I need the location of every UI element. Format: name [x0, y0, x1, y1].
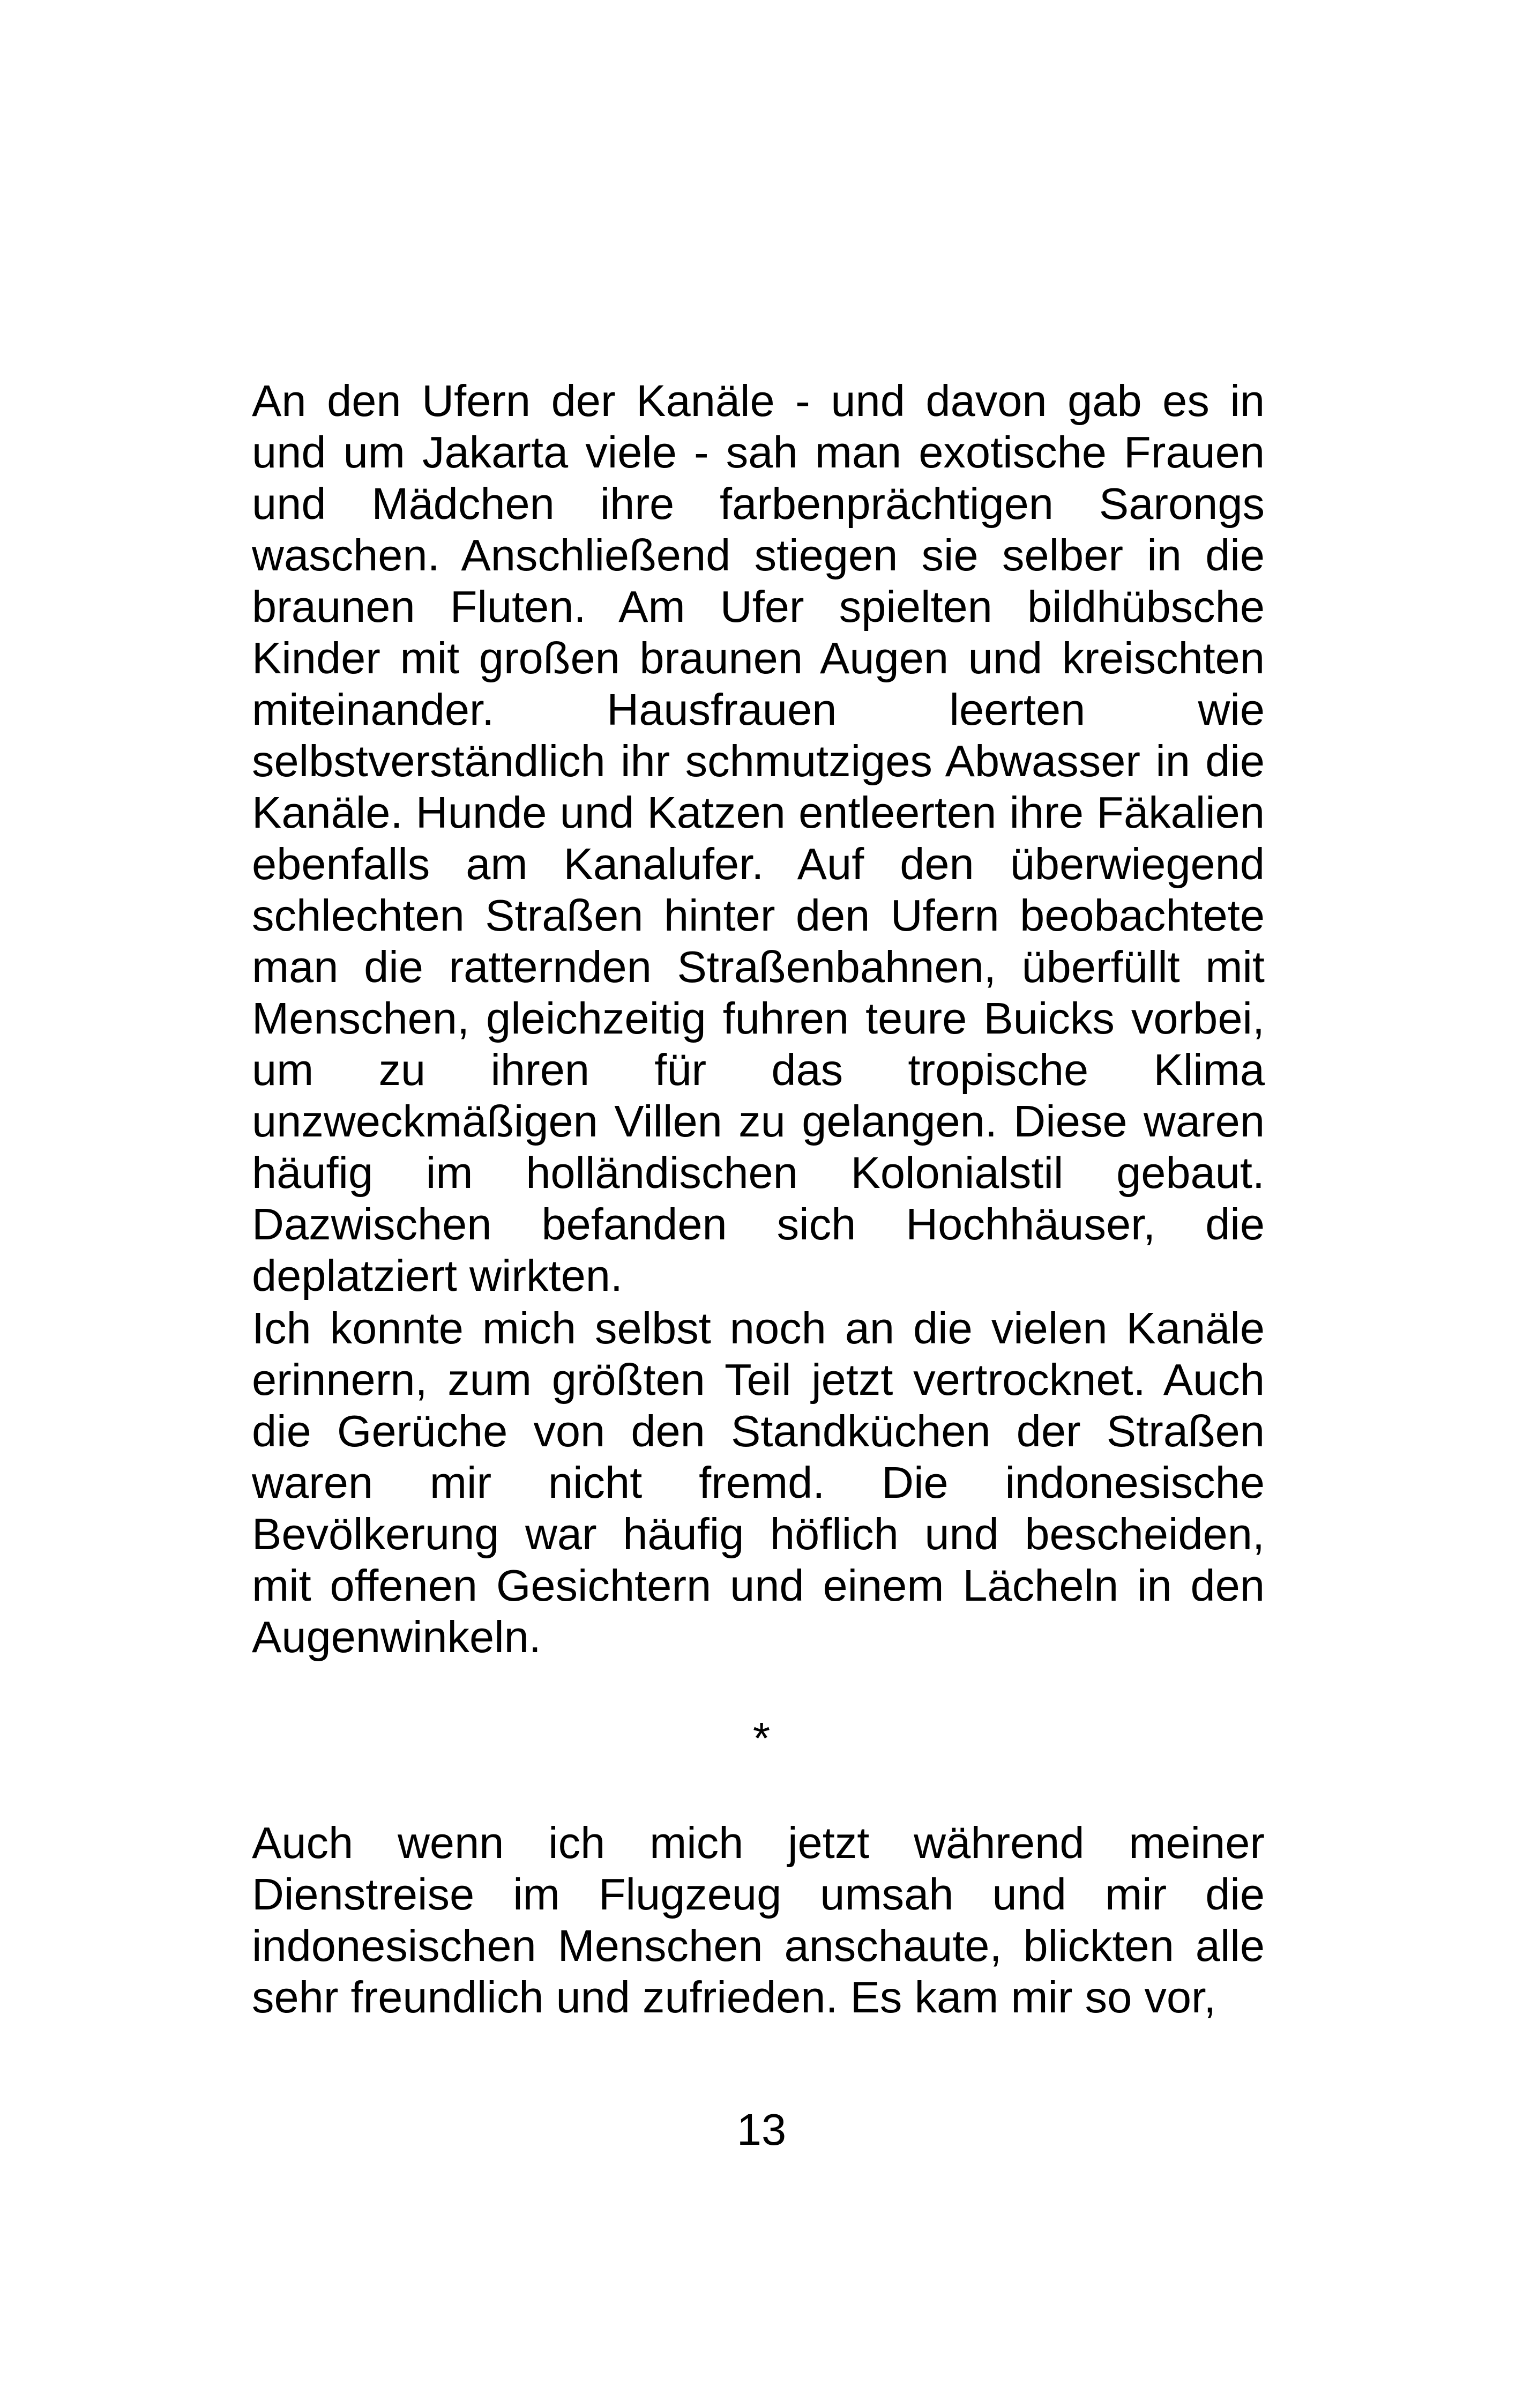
- paragraph-text: An den Ufern der Kanäle - und davon gab es in und um Jakarta viele - sah man exotische Frauen und Mädchen ihre farbenprächtigen Sarongs waschen. Anschließend stiegen sie selber in die braunen Fluten. Am Ufer spielten bildhübsche Kinder mit großen braunen Augen und kreischten miteinander. Hausfrauen leerten wie selbstverständlich ihr schmutziges Abwasser in die Kanäle. Hunde und Katzen entleerten ihre Fäkalien ebenfalls am Kanalufer. Auf den überwiegend schlechten Straßen hinter den Ufern beobachtete man die ratternden Straßenbahnen, überfüllt mit Menschen, gleichzeitig fuhren teure Buicks vorbei, um zu ihren für das tropische Klima unzweckmäßigen Villen zu gelangen. Diese waren häufig im holländischen Kolonialstil gebaut. Dazwischen befanden sich Hochhäuser, die deplatziert wirkten.: [252, 376, 1265, 1300]
- paragraph-text: Ich konnte mich selbst noch an die vielen Kanäle erinnern, zum größten Teil jetzt vertrocknet. Auch die Gerüche von den Standküchen der Straßen waren mir nicht fremd. Die indonesische Bevölkerung war häufig höflich und bescheiden, mit offenen Gesichtern und einem Lächeln in den Augenwinkeln.: [252, 1303, 1265, 1662]
- page-number: 13: [736, 2105, 787, 2154]
- paragraph-flight: [252, 1817, 1265, 2023]
- paragraph-canals: [252, 375, 1265, 1302]
- paragraph-memories: [252, 1303, 1265, 1663]
- section-separator: *: [752, 1713, 771, 1763]
- paragraph-text: Auch wenn ich mich jetzt während meiner Dienstreise im Flugzeug umsah und mir die indonesischen Menschen anschaute, blickten alle sehr freundlich und zufrieden. Es kam mir so vor,: [252, 1818, 1265, 2022]
